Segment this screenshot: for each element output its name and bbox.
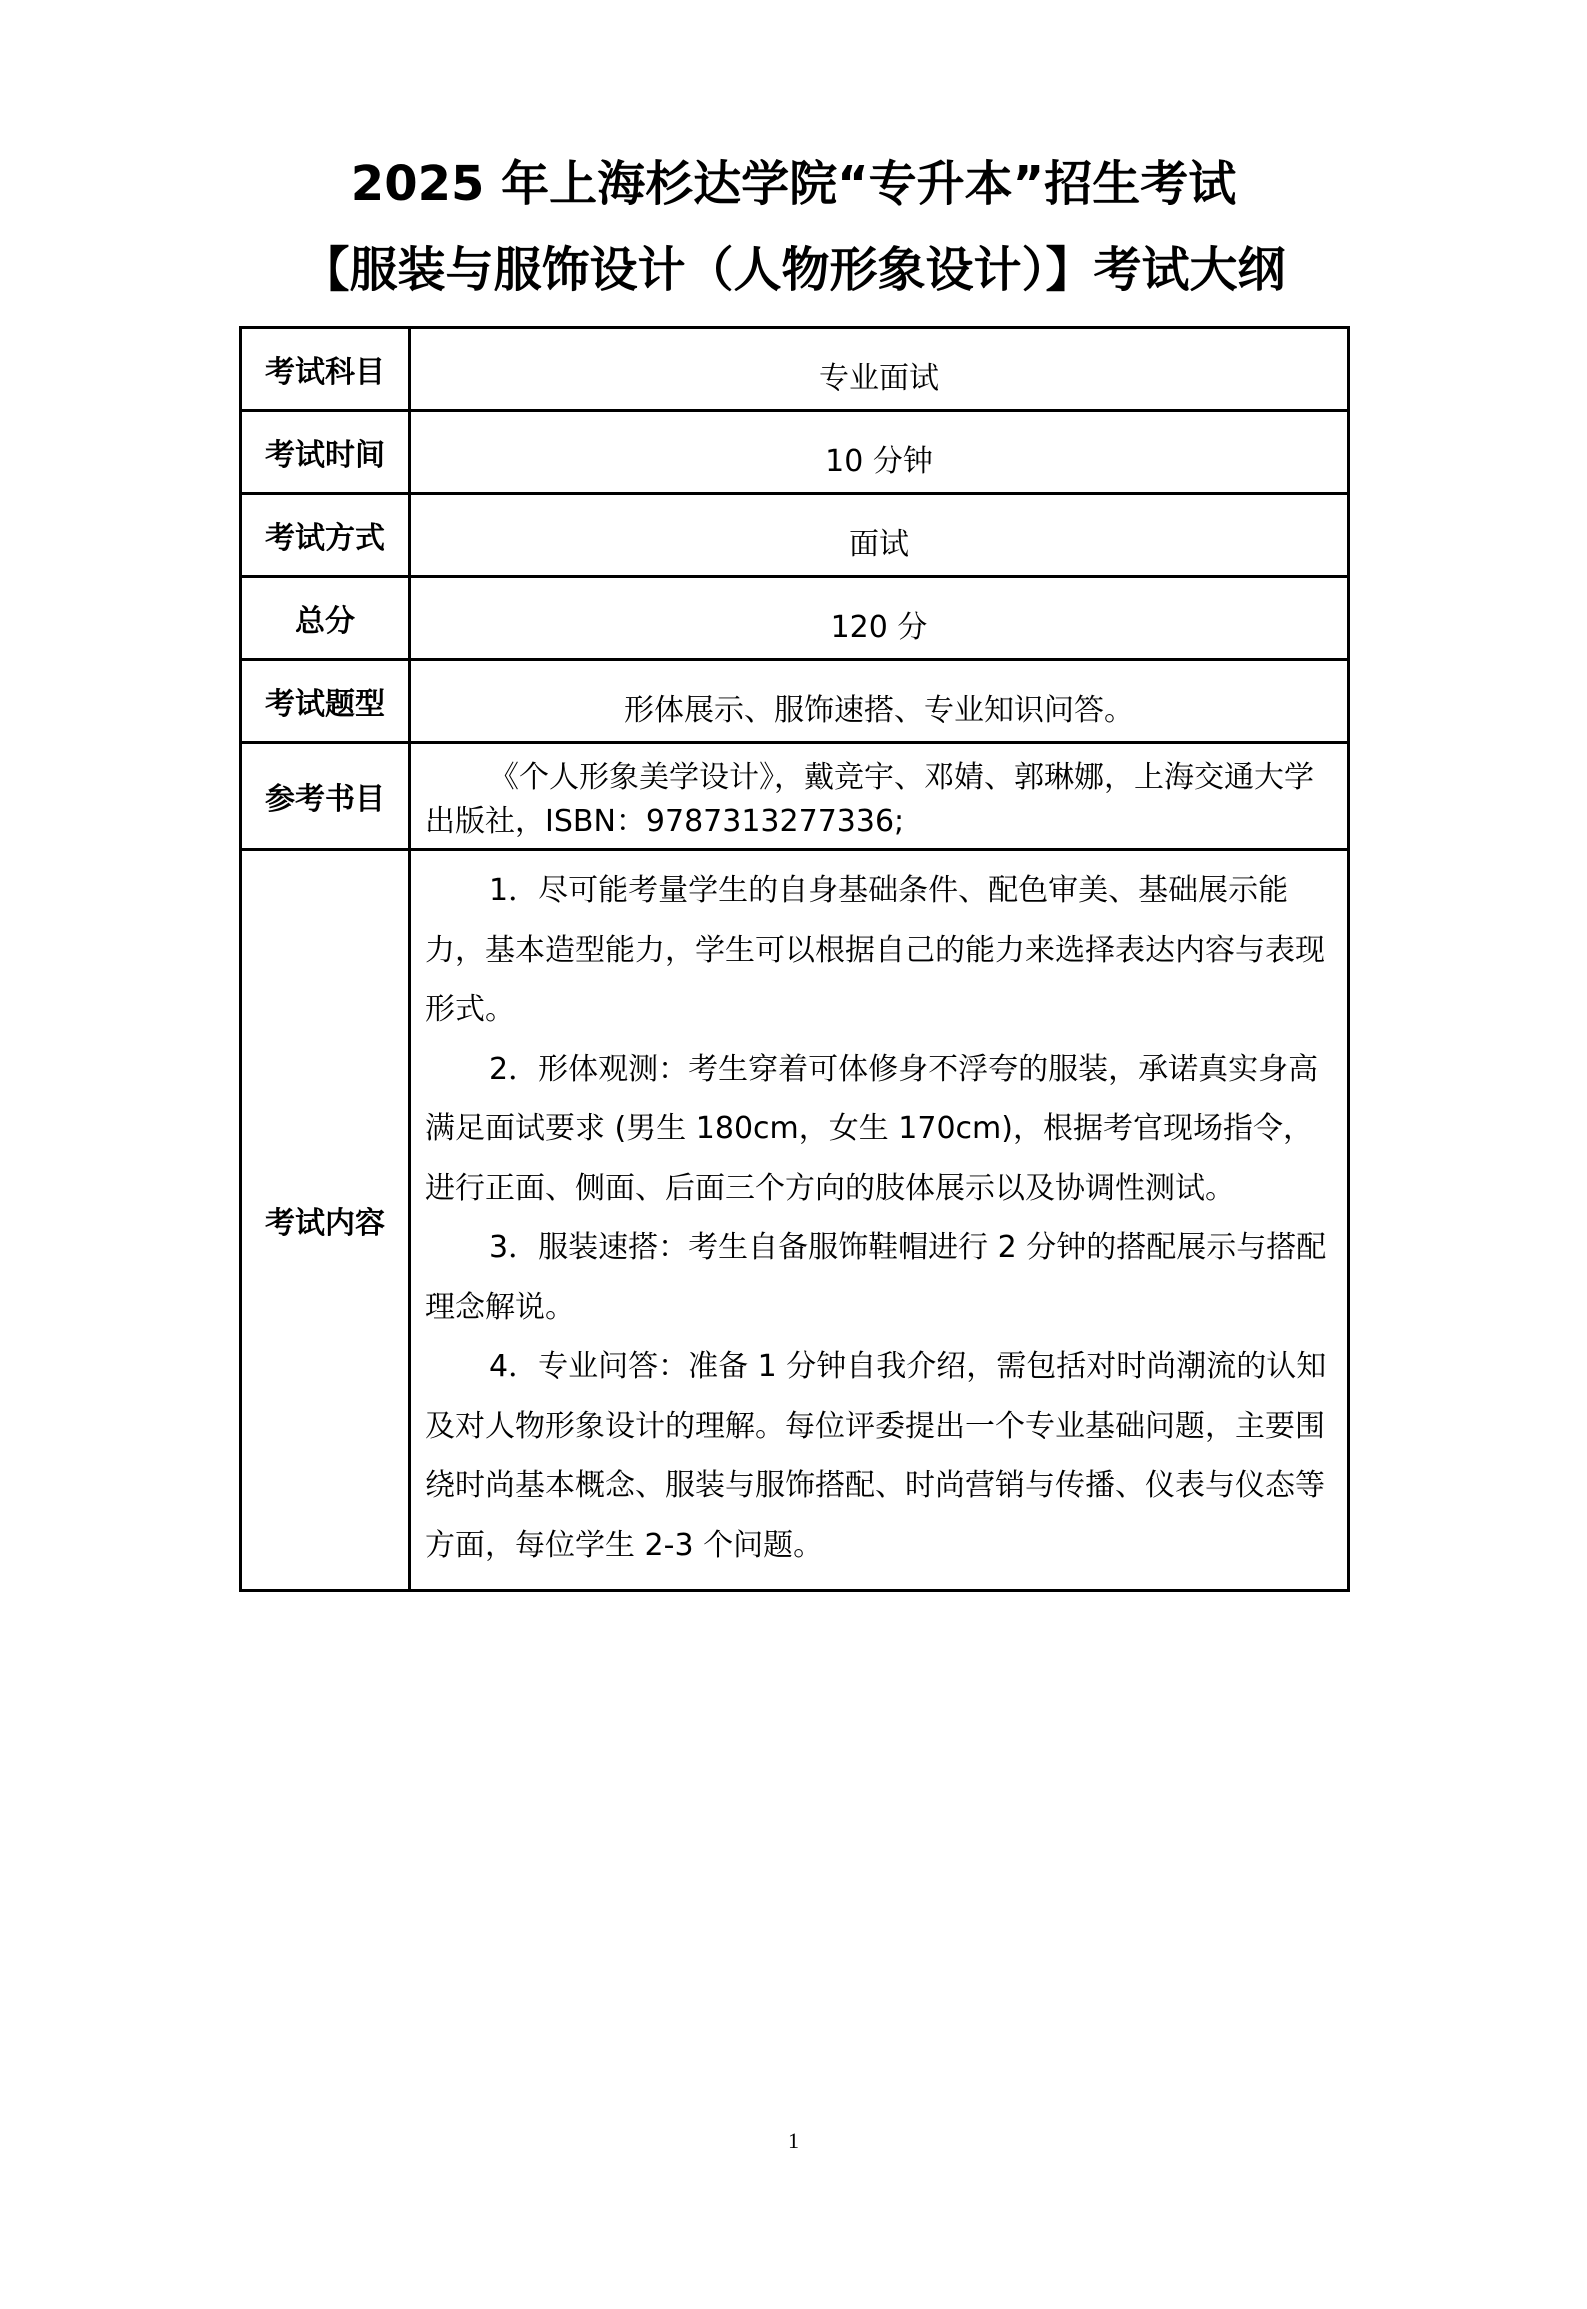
row-label: 考试题型 (241, 660, 410, 743)
document-title-line-2: 【服装与服饰设计（人物形象设计）】考试大纲 (301, 242, 1286, 298)
row-label: 总分 (241, 577, 410, 660)
table-row-format (241, 494, 1349, 577)
row-value: 10 分钟 (825, 444, 933, 479)
row-value: 形体展示、服饰速搭、专业知识问答。 (624, 693, 1134, 728)
row-label: 参考书目 (241, 743, 410, 850)
content-paragraph-4: 4．专业问答：准备 1 分钟自我介绍，需包括对时尚潮流的认知及对人物形象设计的理解。每位评委提出一个专业基础问题，主要围绕时尚基本概念、服装与服饰搭配、时尚营销与传播、仪表与仪态等方面，每位学生 2-3 个问题。 (425, 1349, 1327, 1563)
content-paragraph-3: 3．服装速搭：考生自备服饰鞋帽进行 2 分钟的搭配展示与搭配理念解说。 (425, 1230, 1327, 1325)
table-row-question-types (241, 660, 1349, 743)
row-value: 120 分 (830, 610, 928, 645)
table-row-duration (241, 411, 1349, 494)
document-title-line-1: 2025 年上海杉达学院“专升本”招生考试 (350, 156, 1237, 212)
table-row-exam-content (241, 850, 1349, 1591)
table-row-subject (241, 328, 1349, 411)
content-paragraph-2: 2．形体观测：考生穿着可体修身不浮夸的服装，承诺真实身高满足面试要求 (男生 180cm，女生 170cm)，根据考官现场指令，进行正面、侧面、后面三个方向的肢体展示以及协调性测试。 (425, 1051, 1319, 1206)
exam-outline-table (239, 326, 1350, 1592)
row-label: 考试内容 (241, 850, 410, 1591)
row-value: 《个人形象美学设计》，戴竞宇、邓婧、郭琳娜，上海交通大学出版社，ISBN：9787313277336; (425, 760, 1314, 839)
row-label: 考试时间 (241, 411, 410, 494)
content-paragraph-1: 1．尽可能考量学生的自身基础条件、配色审美、基础展示能力，基本造型能力，学生可以根据自己的能力来选择表达内容与表现形式。 (425, 873, 1325, 1027)
table-row-total-score (241, 577, 1349, 660)
row-value: 专业面试 (819, 361, 939, 396)
row-label: 考试方式 (241, 494, 410, 577)
page-number: 1 (788, 2128, 799, 2153)
row-value: 面试 (849, 527, 909, 562)
row-label: 考试科目 (241, 328, 410, 411)
table-row-reference-books (241, 743, 1349, 850)
